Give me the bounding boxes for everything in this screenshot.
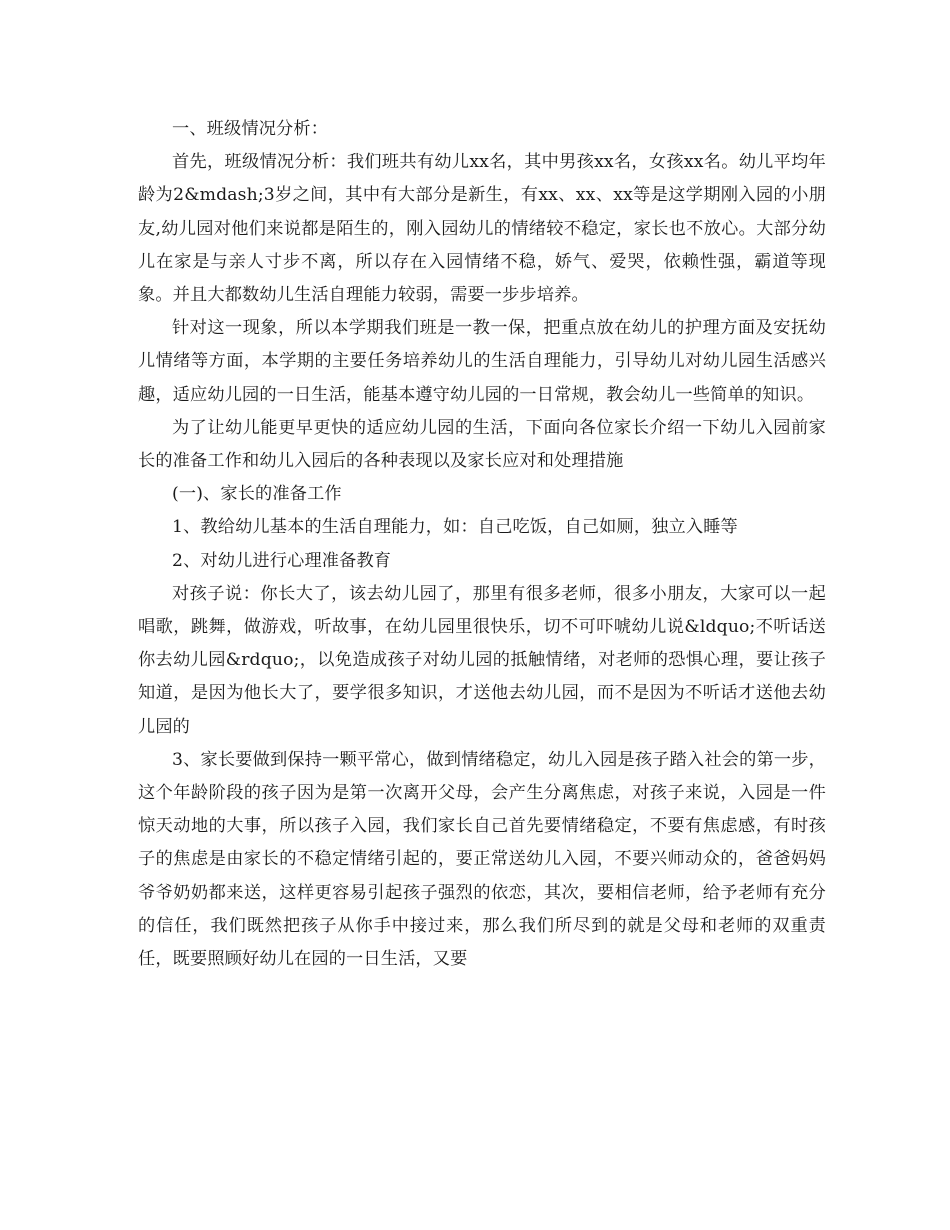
list-item-calm-mind: 3、家长要做到保持一颗平常心，做到情绪稳定，幼儿入园是孩子踏入社会的第一步，这个年龄阶段的孩子因为是第一次离开父母，会产生分离焦虑，对孩子来说，入园是一件惊天动地的大事，所以孩子入园，我们家长自己首先要情绪稳定，不要有焦虑感，有时孩子的焦虑是由家长的不稳定情绪引起的，要正常送幼儿入园，不要兴师动众的，爸爸妈妈爷爷奶奶都来送，这样更容易引起孩子强烈的依恋，其次，要相信老师，给予老师有充分的信任，我们既然把孩子从你手中接过来，那么我们所尽到的就是父母和老师的双重责任，既要照顾好幼儿在园的一日生活，又要 [138,749,826,970]
list-item-self-care: 1、教给幼儿基本的生活自理能力，如：自己吃饭，自己如厕，独立入睡等 [172,517,738,538]
list-item-psychological-prep: 2、对幼儿进行心理准备教育 [172,550,392,571]
paragraph-class-overview: 首先，班级情况分析：我们班共有幼儿xx名，其中男孩xx名，女孩xx名。幼儿平均年龄为2&mdash;3岁之间，其中有大部分是新生，有xx、xx、xx等是这学期刚入园的小朋友,幼儿园对他们来说都是陌生的，刚入园幼儿的情绪较不稳定，家长也不放心。大部分幼儿在家是与亲人寸步不离，所以存在入园情绪不稳，娇气、爱哭，依赖性强，霸道等现象。并且大都数幼儿生活自理能力较弱，需要一步步培养。 [138,152,826,306]
section-heading: 一、班级情况分析： [172,119,329,139]
paragraph-semester-focus: 针对这一现象，所以本学期我们班是一教一保，把重点放在幼儿的护理方面及安抚幼儿情绪等方面，本学期的主要任务培养幼儿的生活自理能力，引导幼儿对幼儿园生活感兴趣，适应幼儿园的一日生活，能基本遵守幼儿园的一日常规，教会幼儿一些简单的知识。 [138,318,826,405]
paragraph-parent-intro: 为了让幼儿能更早更快的适应幼儿园的生活，下面向各位家长介绍一下幼儿入园前家长的准备工作和幼儿入园后的各种表现以及家长应对和处理措施 [138,417,826,472]
document-body [138,113,826,976]
paragraph-talk-to-child: 对孩子说：你长大了，该去幼儿园了，那里有很多老师，很多小朋友，大家可以一起唱歌，跳舞，做游戏，听故事，在幼儿园里很快乐，切不可吓唬幼儿说&ldquo;不听话送你去幼儿园&rdquo;，以免造成孩子对幼儿园的抵触情绪，对老师的恐惧心理，要让孩子知道，是因为他长大了，要学很多知识，才送他去幼儿园，而不是因为不听话才送他去幼儿园的 [138,583,826,737]
subsection-heading: (一)、家长的准备工作 [172,484,342,505]
